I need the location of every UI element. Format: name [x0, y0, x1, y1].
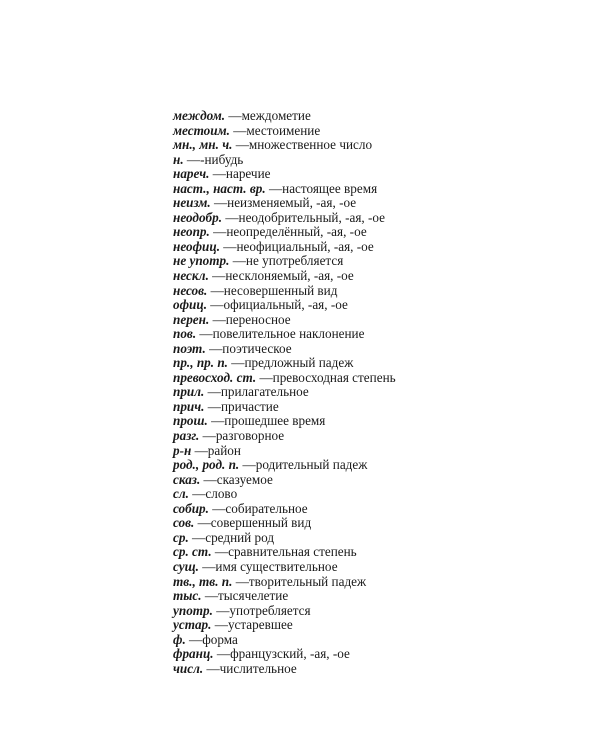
list-item: [173, 429, 396, 444]
em-dash-separator: [230, 123, 246, 138]
abbreviation-term: междом.: [173, 108, 226, 123]
em-dash-separator: [232, 574, 248, 589]
abbreviation-term: франц.: [173, 646, 214, 662]
em-dash-separator: [211, 195, 227, 210]
list-item: [173, 575, 396, 590]
list-item: [173, 153, 396, 168]
abbreviation-meaning: творительный падеж: [248, 573, 367, 589]
list-item: [173, 589, 396, 604]
em-dash-separator: [214, 646, 230, 661]
list-item: [173, 414, 396, 429]
abbreviation-term: прош.: [173, 413, 208, 429]
abbreviation-meaning: неодобрительный, -ая, -ое: [238, 209, 385, 225]
list-item: [173, 167, 396, 182]
abbreviation-meaning: район: [207, 442, 241, 458]
em-dash-separator: [213, 603, 229, 618]
abbreviation-term: нескл.: [173, 268, 209, 284]
abbreviation-meaning: собирательное: [225, 500, 308, 516]
abbreviation-term: поэт.: [173, 340, 206, 356]
abbreviation-meaning: причастие: [220, 398, 279, 414]
em-dash-separator: [199, 559, 215, 574]
abbreviation-term: сущ.: [173, 558, 199, 574]
em-dash-separator: [211, 617, 227, 632]
abbreviation-term: сов.: [173, 515, 195, 531]
abbreviation-term: р-н: [173, 442, 192, 458]
abbreviation-term: наст., наст. вр.: [173, 180, 266, 196]
list-item: [173, 138, 396, 153]
list-item: [173, 356, 396, 371]
em-dash-separator: [225, 108, 241, 123]
em-dash-separator: [208, 413, 224, 428]
abbreviation-meaning: не употребляется: [245, 253, 344, 269]
list-item: [173, 298, 396, 313]
list-item: [173, 240, 396, 255]
em-dash-separator: [222, 210, 238, 225]
list-item: [173, 647, 396, 662]
list-item: [173, 182, 396, 197]
abbreviation-meaning: превосходная степень: [272, 369, 396, 385]
abbreviation-meaning: имя существительное: [215, 558, 338, 574]
abbreviation-meaning: множественное число: [248, 137, 373, 153]
abbreviation-meaning: -нибудь: [200, 151, 244, 167]
em-dash-separator: [194, 515, 210, 530]
em-dash-separator: [186, 632, 202, 647]
abbreviation-term: употр.: [173, 602, 213, 618]
abbreviation-meaning: неопределённый, -ая, -ое: [226, 224, 367, 240]
list-item: [173, 458, 396, 473]
abbreviation-term: сл.: [173, 486, 189, 502]
abbreviation-term: перен.: [173, 311, 210, 327]
list-item: [173, 633, 396, 648]
abbreviation-meaning: междометие: [241, 108, 311, 123]
abbreviation-meaning: поэтическое: [222, 340, 292, 356]
abbreviation-term: пр., пр. п.: [173, 355, 228, 371]
em-dash-separator: [184, 152, 200, 167]
abbreviation-term: пов.: [173, 326, 197, 342]
abbreviation-term: неизм.: [173, 195, 211, 211]
abbreviation-meaning: несклоняемый, -ая, -ое: [225, 268, 354, 284]
abbreviation-meaning: местоимение: [246, 122, 321, 138]
em-dash-separator: [191, 443, 207, 458]
list-item: [173, 560, 396, 575]
em-dash-separator: [207, 297, 223, 312]
abbreviation-term: род., род. п.: [173, 457, 240, 473]
abbreviation-term: неофиц.: [173, 238, 220, 254]
abbreviation-meaning: прошедшее время: [224, 413, 326, 429]
abbreviation-meaning: числительное: [219, 660, 297, 676]
abbreviation-meaning: несовершенный вид: [223, 282, 338, 298]
abbreviation-meaning: употребляется: [229, 602, 311, 618]
abbreviation-meaning: сказуемое: [216, 471, 273, 487]
list-item: [173, 545, 396, 560]
em-dash-separator: [203, 661, 219, 676]
abbreviation-term: ф.: [173, 631, 186, 647]
abbreviation-term: ср.: [173, 529, 189, 545]
list-item: [173, 313, 396, 328]
abbreviation-term: неодобр.: [173, 209, 223, 225]
abbreviation-meaning: средний род: [205, 529, 275, 545]
list-item: [173, 342, 396, 357]
list-item: [173, 662, 396, 677]
em-dash-separator: [199, 428, 215, 443]
em-dash-separator: [212, 544, 228, 559]
abbreviation-meaning: официальный, -ая, -ое: [223, 297, 348, 313]
list-item: [173, 109, 396, 124]
list-item: [173, 444, 396, 459]
list-item: [173, 400, 396, 415]
abbreviation-term: сказ.: [173, 471, 201, 487]
em-dash-separator: [204, 384, 220, 399]
em-dash-separator: [239, 457, 255, 472]
abbreviation-meaning: предложный падеж: [244, 355, 354, 371]
list-item: [173, 327, 396, 342]
em-dash-separator: [209, 268, 225, 283]
abbreviations-list: [173, 109, 396, 676]
list-item: [173, 124, 396, 139]
abbreviation-term: нареч.: [173, 166, 210, 182]
em-dash-separator: [228, 355, 244, 370]
em-dash-separator: [200, 472, 216, 487]
abbreviation-meaning: тысячелетие: [218, 588, 289, 604]
abbreviation-term: не употр.: [173, 253, 230, 269]
abbreviation-term: превосход. ст.: [173, 369, 257, 385]
abbreviation-term: прил.: [173, 384, 205, 400]
abbreviation-meaning: разговорное: [215, 428, 285, 444]
em-dash-separator: [209, 166, 225, 181]
list-item: [173, 502, 396, 517]
em-dash-separator: [266, 181, 282, 196]
abbreviation-meaning: переносное: [225, 311, 291, 327]
abbreviation-meaning: родительный падеж: [255, 457, 368, 473]
list-item: [173, 531, 396, 546]
list-item: [173, 618, 396, 633]
abbreviation-term: устар.: [173, 617, 212, 633]
list-item: [173, 473, 396, 488]
list-item: [173, 487, 396, 502]
list-item: [173, 225, 396, 240]
abbreviation-meaning: форма: [202, 631, 238, 647]
em-dash-separator: [207, 283, 223, 298]
abbreviation-meaning: совершенный вид: [210, 515, 312, 531]
abbreviation-term: мн., мн. ч.: [173, 137, 233, 153]
abbreviation-meaning: наречие: [225, 166, 271, 182]
em-dash-separator: [232, 137, 248, 152]
abbreviation-term: несов.: [173, 282, 208, 298]
em-dash-separator: [196, 326, 212, 341]
abbreviation-term: офиц.: [173, 297, 207, 313]
em-dash-separator: [256, 370, 272, 385]
list-item: [173, 211, 396, 226]
abbreviation-term: числ.: [173, 660, 204, 676]
abbreviation-term: прич.: [173, 398, 205, 414]
list-item: [173, 284, 396, 299]
abbreviation-term: тв., тв. п.: [173, 573, 233, 589]
abbreviation-meaning: французский, -ая, -ое: [230, 646, 350, 662]
list-item: [173, 604, 396, 619]
abbreviation-term: собир.: [173, 500, 209, 516]
abbreviation-term: местоим.: [173, 122, 230, 138]
list-item: [173, 516, 396, 531]
em-dash-separator: [189, 530, 205, 545]
list-item: [173, 385, 396, 400]
em-dash-separator: [209, 501, 225, 516]
abbreviation-term: тыс.: [173, 588, 202, 604]
abbreviation-term: неопр.: [173, 224, 210, 240]
abbreviation-term: ср. ст.: [173, 544, 212, 560]
abbreviation-meaning: прилагательное: [220, 384, 309, 400]
abbreviation-meaning: сравнительная степень: [228, 544, 357, 560]
abbreviation-meaning: настоящее время: [282, 180, 378, 196]
em-dash-separator: [189, 486, 205, 501]
em-dash-separator: [202, 588, 218, 603]
abbreviation-meaning: устаревшее: [227, 617, 293, 633]
em-dash-separator: [220, 239, 236, 254]
em-dash-separator: [209, 312, 225, 327]
abbreviation-term: разг.: [173, 428, 200, 444]
list-item: [173, 269, 396, 284]
abbreviation-meaning: слово: [205, 486, 238, 502]
abbreviation-meaning: повелительное наклонение: [212, 326, 365, 342]
list-item: [173, 196, 396, 211]
em-dash-separator: [210, 224, 226, 239]
abbreviation-meaning: неизменяемый, -ая, -ое: [227, 195, 357, 211]
list-item: [173, 254, 396, 269]
abbreviation-term: н.: [173, 151, 184, 167]
em-dash-separator: [229, 253, 245, 268]
em-dash-separator: [204, 399, 220, 414]
em-dash-separator: [206, 341, 222, 356]
list-item: [173, 371, 396, 386]
abbreviation-meaning: неофициальный, -ая, -ое: [236, 238, 374, 254]
